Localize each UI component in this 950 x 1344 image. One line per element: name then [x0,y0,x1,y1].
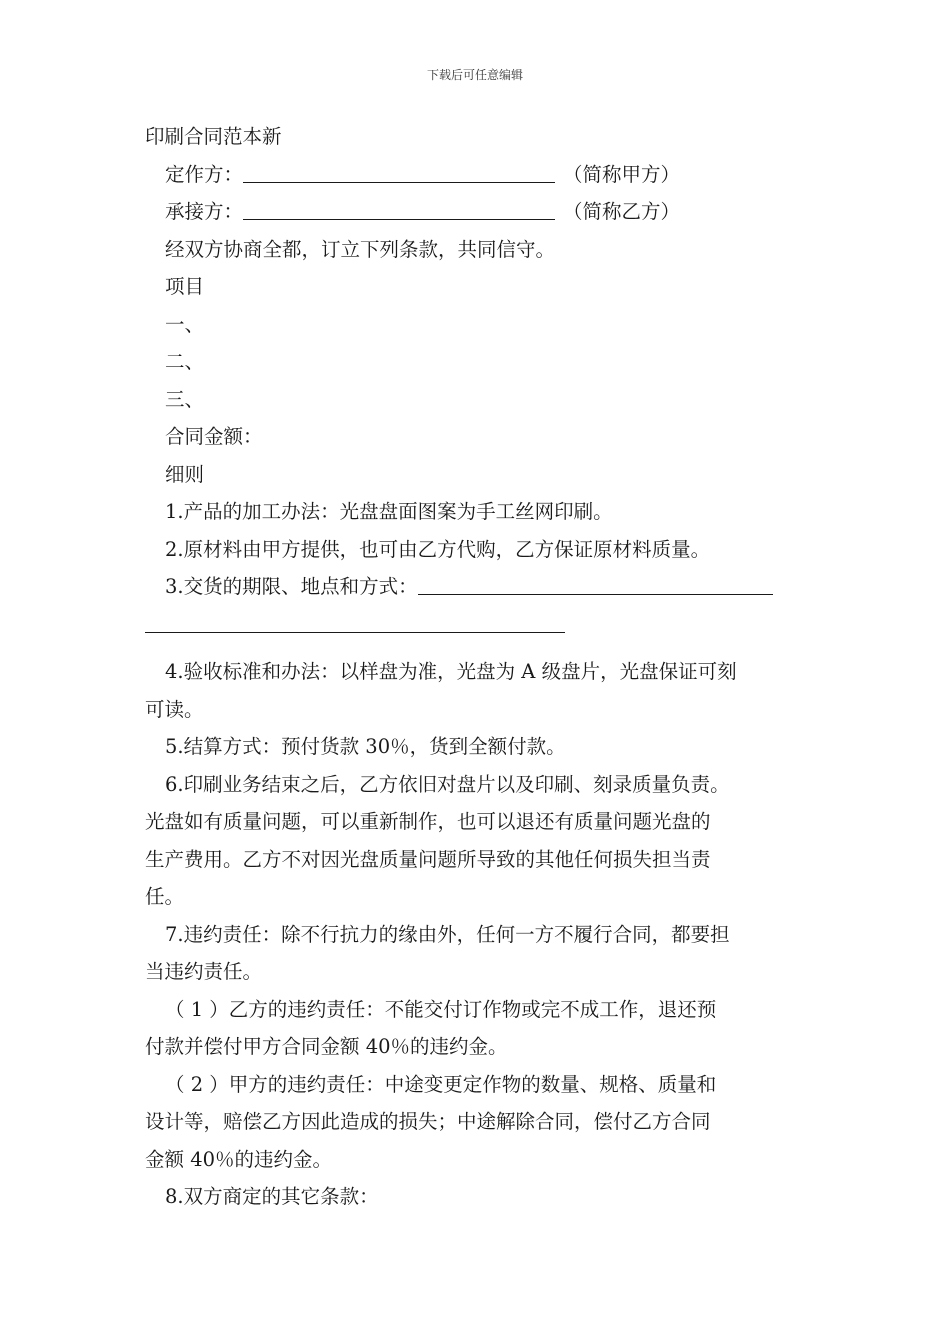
party-b-blank [243,195,555,220]
contract-amount: 合同金额： [165,425,263,448]
party-a-label: 定作方： [165,162,244,186]
clause-7-1-line-2: 付款并偿付甲方合同金额 40％的违约金。 [145,1035,508,1058]
clause-2: 2.原材料由甲方提供，也可由乙方代购，乙方保证原材料质量。 [165,537,711,561]
clause-3-continuation [145,606,810,644]
intro-text: 经双方协商全都，订立下列条款，共同信守。 [165,237,556,261]
party-a-suffix: （简称甲方） [563,162,681,186]
party-b-label: 承接方： [165,200,244,223]
clause-5: 5.结算方式：预付货款 30％，货到全额付款。 [165,735,566,758]
party-a-blank [243,158,555,183]
clause-7-line-1: 7.违约责任：除不行抗力的缘由外，任何一方不履行合同，都要担 [165,922,730,946]
clause-7-1-line-1: （ 1 ）乙方的违约责任：不能交付订作物或完不成工作，退还预 [165,997,717,1021]
party-b-line [145,193,810,231]
item-2: 二、 [165,350,205,373]
clause-8: 8.双方商定的其它条款： [165,1185,379,1208]
clause-7-2-line-2: 设计等，赔偿乙方因此造成的损失；中途解除合同，偿付乙方合同 [145,1110,711,1133]
page-header: 下载后可任意编辑 [426,68,523,82]
clause-6-line-3: 生产费用。乙方不对因光盘质量问题所导致的其他任何损失担当责 [145,847,711,871]
rules-heading: 细则 [165,462,205,486]
clause-4-line-1: 4.验收标准和办法：以样盘为准，光盘为 A 级盘片，光盘保证可刻 [165,660,737,683]
party-b-suffix: （简称乙方） [563,200,681,223]
clause-4-line-2: 可读。 [145,697,204,721]
clause-7-line-2: 当违约责任。 [145,960,263,983]
clause-3-label: 3.交货的期限、地点和方式： [165,575,418,598]
spacer [145,643,810,653]
party-a-line [145,156,810,194]
clause-3-blank-2 [145,608,565,633]
item-1: 一、 [165,312,205,336]
clause-7-2-line-3: 金额 40％的违约金。 [145,1147,333,1171]
doc-title: 印刷合同范本新 [145,125,282,148]
clause-6-line-4: 任。 [145,885,185,908]
contract-body [145,118,810,1216]
clause-6-line-1: 6.印刷业务结束之后，乙方依旧对盘片以及印刷、刻录质量负责。 [165,772,730,796]
clause-3-blank [418,570,773,595]
clause-3 [145,568,810,606]
clause-7-2-line-1: （ 2 ）甲方的违约责任：中途变更定作物的数量、规格、质量和 [165,1072,717,1096]
item-3: 三、 [165,387,205,411]
clause-1: 1.产品的加工办法：光盘盘面图案为手工丝网印刷。 [165,500,613,523]
items-heading: 项目 [165,275,205,298]
clause-6-line-2: 光盘如有质量问题，可以重新制作，也可以退还有质量问题光盘的 [145,810,711,833]
